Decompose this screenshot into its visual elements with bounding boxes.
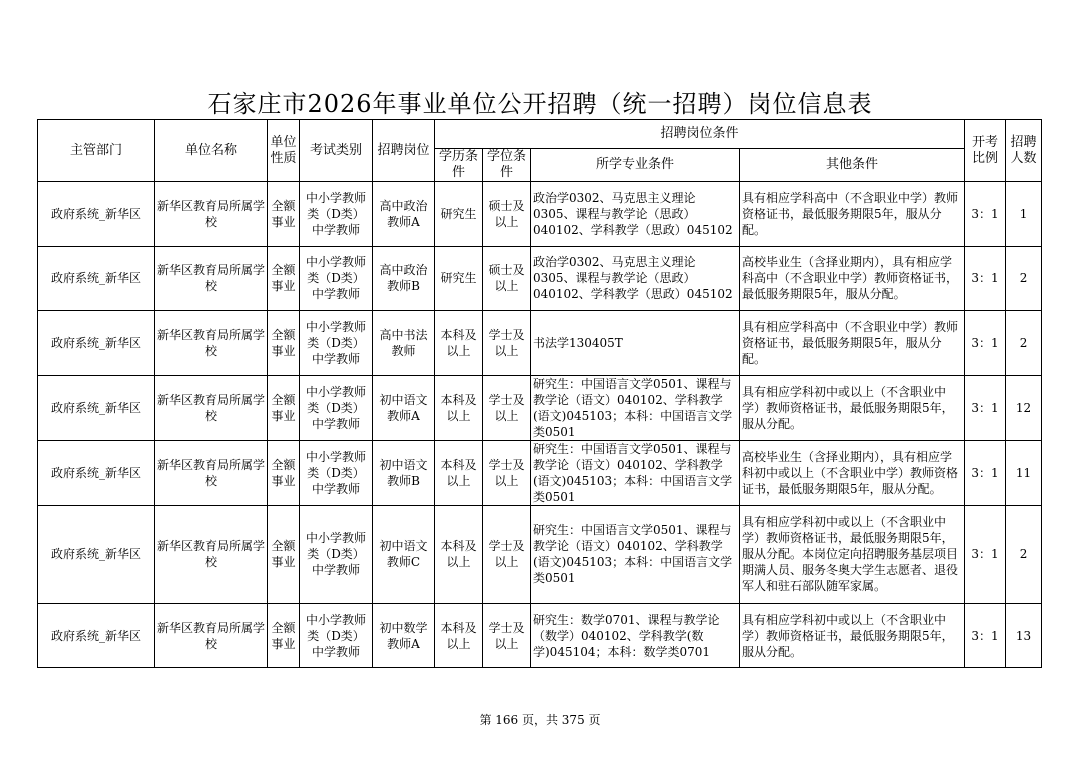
cell-dept: 政府系统_新华区 [38,311,155,376]
col-header-unit: 单位名称 [155,120,268,182]
col-header-count: 招聘人数 [1006,120,1042,182]
col-header-conditions: 招聘岗位条件 [435,120,965,149]
col-header-ratio: 开考比例 [965,120,1006,182]
cell-post: 高中书法教师 [373,311,435,376]
cell-degree: 硕士及以上 [483,182,531,247]
cell-exam: 中小学教师类（D类）中学教师 [300,440,373,505]
table-row [38,182,1042,247]
cell-edu: 研究生 [435,246,483,311]
cell-degree: 学士及以上 [483,311,531,376]
cell-exam: 中小学教师类（D类）中学教师 [300,505,373,603]
cell-count: 12 [1006,375,1042,440]
cell-edu: 研究生 [435,182,483,247]
cell-major: 政治学0302、马克思主义理论0305、课程与教学论（思政）040102、学科教学（思政）045102 [531,246,740,311]
cell-unit: 新华区教育局所属学校 [155,182,268,247]
cell-major: 政治学0302、马克思主义理论0305、课程与教学论（思政）040102、学科教学（思政）045102 [531,182,740,247]
col-header-post: 招聘岗位 [373,120,435,182]
cell-exam: 中小学教师类（D类）中学教师 [300,603,373,668]
cell-ratio: 3：1 [965,311,1006,376]
cell-count: 2 [1006,311,1042,376]
cell-post: 初中语文教师A [373,375,435,440]
cell-exam: 中小学教师类（D类）中学教师 [300,375,373,440]
cell-nature: 全额事业 [268,603,300,668]
cell-nature: 全额事业 [268,246,300,311]
cell-edu: 本科及以上 [435,311,483,376]
job-table [37,119,1042,668]
cell-ratio: 3：1 [965,505,1006,603]
col-header-edu: 学历条件 [435,149,483,182]
cell-post: 高中政治教师A [373,182,435,247]
col-header-degree: 学位条件 [483,149,531,182]
cell-major: 研究生：中国语言文学0501、课程与教学论（语文）040102、学科教学(语文)045103；本科：中国语言文学类0501 [531,505,740,603]
cell-dept: 政府系统_新华区 [38,440,155,505]
cell-dept: 政府系统_新华区 [38,182,155,247]
cell-count: 11 [1006,440,1042,505]
cell-dept: 政府系统_新华区 [38,505,155,603]
cell-nature: 全额事业 [268,505,300,603]
cell-count: 13 [1006,603,1042,668]
table-row [38,311,1042,376]
cell-unit: 新华区教育局所属学校 [155,311,268,376]
col-header-major: 所学专业条件 [531,149,740,182]
table-row [38,246,1042,311]
col-header-exam: 考试类别 [300,120,373,182]
cell-exam: 中小学教师类（D类）中学教师 [300,311,373,376]
header-row [38,120,1042,149]
cell-edu: 本科及以上 [435,603,483,668]
page-title: 石家庄市2026年事业单位公开招聘（统一招聘）岗位信息表 [207,90,873,118]
page-footer: 第 166 页，共 375 页 [479,713,601,727]
cell-count: 2 [1006,246,1042,311]
cell-post: 初中数学教师A [373,603,435,668]
cell-dept: 政府系统_新华区 [38,603,155,668]
cell-post: 高中政治教师B [373,246,435,311]
cell-degree: 硕士及以上 [483,246,531,311]
cell-nature: 全额事业 [268,311,300,376]
cell-major: 研究生：中国语言文学0501、课程与教学论（语文）040102、学科教学(语文)045103；本科：中国语言文学类0501 [531,440,740,505]
cell-ratio: 3：1 [965,440,1006,505]
cell-degree: 学士及以上 [483,505,531,603]
cell-unit: 新华区教育局所属学校 [155,603,268,668]
col-header-dept: 主管部门 [38,120,155,182]
cell-other: 具有相应学科初中或以上（不含职业中学）教师资格证书，最低服务期限5年，服从分配。 [740,603,965,668]
cell-edu: 本科及以上 [435,375,483,440]
cell-exam: 中小学教师类（D类）中学教师 [300,246,373,311]
cell-count: 2 [1006,505,1042,603]
cell-other: 具有相应学科初中或以上（不含职业中学）教师资格证书，最低服务期限5年，服从分配。本岗位定向招聘服务基层项目期满人员、服务冬奥大学生志愿者、退役军人和驻石部队随军家属。 [740,505,965,603]
cell-post: 初中语文教师C [373,505,435,603]
cell-nature: 全额事业 [268,440,300,505]
cell-unit: 新华区教育局所属学校 [155,246,268,311]
cell-major: 研究生：中国语言文学0501、课程与教学论（语文）040102、学科教学(语文)045103；本科：中国语言文学类0501 [531,375,740,440]
cell-edu: 本科及以上 [435,505,483,603]
cell-post: 初中语文教师B [373,440,435,505]
cell-ratio: 3：1 [965,246,1006,311]
cell-count: 1 [1006,182,1042,247]
cell-nature: 全额事业 [268,375,300,440]
cell-other: 具有相应学科初中或以上（不含职业中学）教师资格证书，最低服务期限5年，服从分配。 [740,375,965,440]
cell-degree: 学士及以上 [483,603,531,668]
table-row [38,440,1042,505]
cell-other: 高校毕业生（含择业期内），具有相应学科初中或以上（不含职业中学）教师资格证书，最低服务期限5年，服从分配。 [740,440,965,505]
cell-unit: 新华区教育局所属学校 [155,440,268,505]
col-header-other: 其他条件 [740,149,965,182]
table-row [38,375,1042,440]
cell-degree: 学士及以上 [483,375,531,440]
cell-major: 书法学130405T [531,311,740,376]
cell-degree: 学士及以上 [483,440,531,505]
cell-other: 高校毕业生（含择业期内），具有相应学科高中（不含职业中学）教师资格证书，最低服务期限5年，服从分配。 [740,246,965,311]
cell-other: 具有相应学科高中（不含职业中学）教师资格证书，最低服务期限5年，服从分配。 [740,311,965,376]
cell-ratio: 3：1 [965,375,1006,440]
cell-other: 具有相应学科高中（不含职业中学）教师资格证书，最低服务期限5年，服从分配。 [740,182,965,247]
table-row [38,505,1042,603]
cell-nature: 全额事业 [268,182,300,247]
table-row [38,603,1042,668]
cell-unit: 新华区教育局所属学校 [155,505,268,603]
cell-major: 研究生：数学0701、课程与教学论（数学）040102、学科教学(数学)045104；本科：数学类0701 [531,603,740,668]
cell-dept: 政府系统_新华区 [38,375,155,440]
cell-ratio: 3：1 [965,182,1006,247]
cell-exam: 中小学教师类（D类）中学教师 [300,182,373,247]
cell-dept: 政府系统_新华区 [38,246,155,311]
cell-unit: 新华区教育局所属学校 [155,375,268,440]
cell-edu: 本科及以上 [435,440,483,505]
cell-ratio: 3：1 [965,603,1006,668]
col-header-nature: 单位性质 [268,120,300,182]
